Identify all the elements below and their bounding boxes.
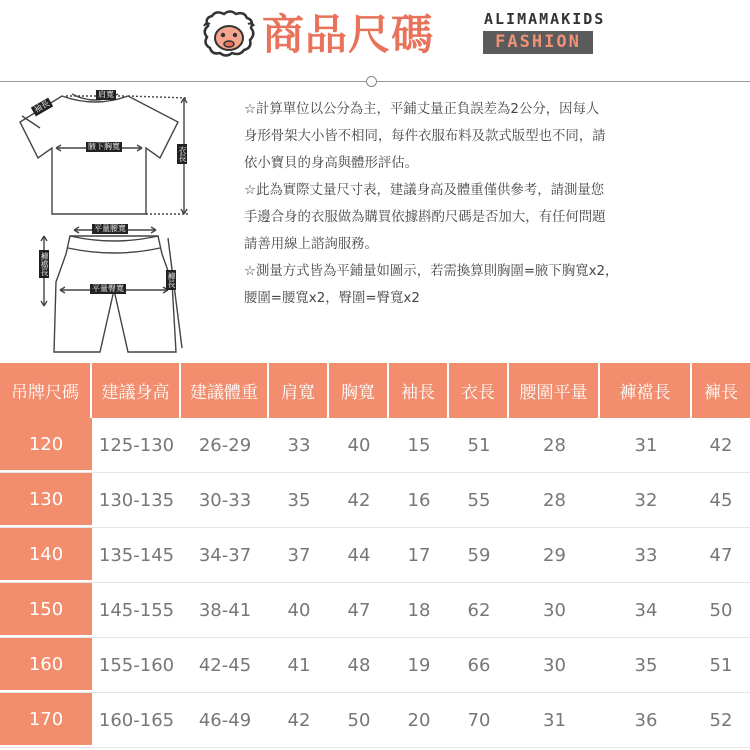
table-cell: 36 bbox=[634, 709, 658, 731]
header-cell: 胸寬 bbox=[329, 363, 389, 418]
header-cell: 建議體重 bbox=[181, 363, 269, 418]
note-line: ☆此為實際丈量尺寸表，建議身高及體重僅供參考，請測量您 bbox=[244, 183, 605, 198]
header-cell: 吊牌尺碼 bbox=[0, 363, 92, 418]
table-cell: 135-145 bbox=[98, 544, 175, 566]
table-row bbox=[0, 528, 750, 583]
sheep-logo-icon bbox=[200, 8, 258, 58]
header bbox=[0, 0, 750, 70]
table-cell: 33 bbox=[287, 434, 311, 456]
table-cell: 38-41 bbox=[198, 599, 252, 621]
table-cell: 26-29 bbox=[198, 434, 252, 456]
table-cell: 160-165 bbox=[98, 709, 175, 731]
table-cell: 47 bbox=[347, 599, 371, 621]
measurement-diagram bbox=[0, 86, 240, 356]
page-title: 商品尺碼 bbox=[262, 10, 435, 59]
table-cell: 34 bbox=[634, 599, 658, 621]
table-row bbox=[0, 638, 750, 693]
header-cell: 建議身高 bbox=[92, 363, 181, 418]
table-cell: 19 bbox=[407, 654, 431, 676]
table-cell: 30-33 bbox=[198, 489, 252, 511]
table-cell: 28 bbox=[543, 434, 566, 456]
note-line: 依小寶貝的身高與體形評估。 bbox=[244, 156, 419, 171]
note-line: ☆測量方式皆為平鋪量如圖示，若需換算則胸圍=腋下胸寬x2， bbox=[244, 264, 619, 279]
length-label: 衣長 bbox=[178, 146, 187, 162]
table-cell: 70 bbox=[467, 709, 491, 731]
table-row bbox=[0, 473, 750, 528]
rise-label: 褲襠長 bbox=[40, 252, 49, 276]
table-row bbox=[0, 583, 750, 638]
sleeve-label: 袖長 bbox=[31, 98, 53, 117]
size-cell: 140 bbox=[0, 528, 92, 582]
table-cell: 145-155 bbox=[98, 599, 175, 621]
table-cell: 34-37 bbox=[198, 544, 252, 566]
table-cell: 35 bbox=[287, 489, 311, 511]
table-cell: 51 bbox=[709, 654, 733, 676]
tshirt-outline-icon bbox=[0, 86, 240, 356]
chest-label: 腋下胸寬 bbox=[88, 142, 120, 151]
table-cell: 62 bbox=[467, 599, 491, 621]
table-cell: 45 bbox=[709, 489, 733, 511]
header-cell: 褲長 bbox=[704, 383, 738, 403]
table-row bbox=[0, 418, 750, 473]
table-cell: 155-160 bbox=[98, 654, 175, 676]
table-cell: 29 bbox=[543, 544, 566, 566]
table-cell: 16 bbox=[407, 489, 431, 511]
table-row bbox=[0, 693, 750, 748]
measurement-notes bbox=[244, 96, 744, 312]
header-cell: 褲襠長 bbox=[600, 363, 692, 418]
table-cell: 48 bbox=[347, 654, 371, 676]
brand-badge: FASHION bbox=[483, 31, 593, 54]
table-cell: 40 bbox=[347, 434, 371, 456]
table-cell: 37 bbox=[287, 544, 311, 566]
table-cell: 51 bbox=[467, 434, 491, 456]
table-cell: 66 bbox=[467, 654, 491, 676]
table-cell: 31 bbox=[634, 434, 658, 456]
header-cell: 腰圍平量 bbox=[509, 363, 600, 418]
note-line: ☆計算單位以公分為主，平鋪丈量正負誤差為2公分，因每人 bbox=[244, 102, 600, 117]
table-cell: 15 bbox=[407, 434, 431, 456]
table-cell: 44 bbox=[347, 544, 371, 566]
table-cell: 30 bbox=[543, 599, 566, 621]
table-cell: 32 bbox=[634, 489, 658, 511]
header-cell: 衣長 bbox=[449, 363, 509, 418]
brand-name: ALIMAMAKIDS bbox=[484, 10, 606, 28]
table-cell: 35 bbox=[634, 654, 658, 676]
waist-label: 平量腰寬 bbox=[94, 224, 126, 233]
table-body bbox=[0, 418, 750, 748]
note-line: 腰圍=腰寬x2，臀圍=臀寬x2 bbox=[244, 291, 420, 306]
table-cell: 30 bbox=[543, 654, 566, 676]
table-cell: 47 bbox=[709, 544, 733, 566]
hip-label: 平量臀寬 bbox=[92, 284, 124, 293]
note-line: 身形骨架大小皆不相同，每件衣服布料及款式版型也不同，請 bbox=[244, 129, 606, 144]
table-cell: 41 bbox=[287, 654, 311, 676]
table-cell: 33 bbox=[634, 544, 658, 566]
table-cell: 42 bbox=[709, 434, 733, 456]
divider-dot bbox=[366, 76, 377, 87]
size-cell: 130 bbox=[0, 473, 92, 527]
table-cell: 18 bbox=[407, 599, 431, 621]
table-cell: 40 bbox=[287, 599, 311, 621]
size-table bbox=[0, 363, 750, 748]
table-cell: 42 bbox=[347, 489, 371, 511]
table-cell: 130-135 bbox=[98, 489, 175, 511]
pants-length-label: 褲長 bbox=[167, 272, 176, 288]
size-cell: 160 bbox=[0, 638, 92, 692]
size-cell: 150 bbox=[0, 583, 92, 637]
header-cell: 肩寬 bbox=[269, 363, 329, 418]
table-header bbox=[0, 363, 750, 418]
table-cell: 46-49 bbox=[198, 709, 252, 731]
note-line: 請善用線上諮詢服務。 bbox=[244, 237, 378, 252]
table-cell: 42 bbox=[287, 709, 311, 731]
header-cell: 袖長 bbox=[389, 363, 449, 418]
table-cell: 42-45 bbox=[198, 654, 252, 676]
note-line: 手邊合身的衣服做為購買依據斟酌尺碼是否加大，有任何問題 bbox=[244, 210, 606, 225]
table-cell: 28 bbox=[543, 489, 566, 511]
shoulder-label: 肩寬 bbox=[98, 90, 114, 99]
table-cell: 52 bbox=[709, 709, 733, 731]
table-cell: 50 bbox=[347, 709, 371, 731]
table-cell: 17 bbox=[407, 544, 431, 566]
table-cell: 125-130 bbox=[98, 434, 175, 456]
table-cell: 55 bbox=[467, 489, 491, 511]
size-cell: 120 bbox=[0, 418, 92, 472]
table-cell: 59 bbox=[467, 544, 491, 566]
size-cell: 170 bbox=[0, 693, 92, 747]
table-cell: 31 bbox=[543, 709, 566, 731]
table-cell: 50 bbox=[709, 599, 733, 621]
table-cell: 20 bbox=[407, 709, 431, 731]
